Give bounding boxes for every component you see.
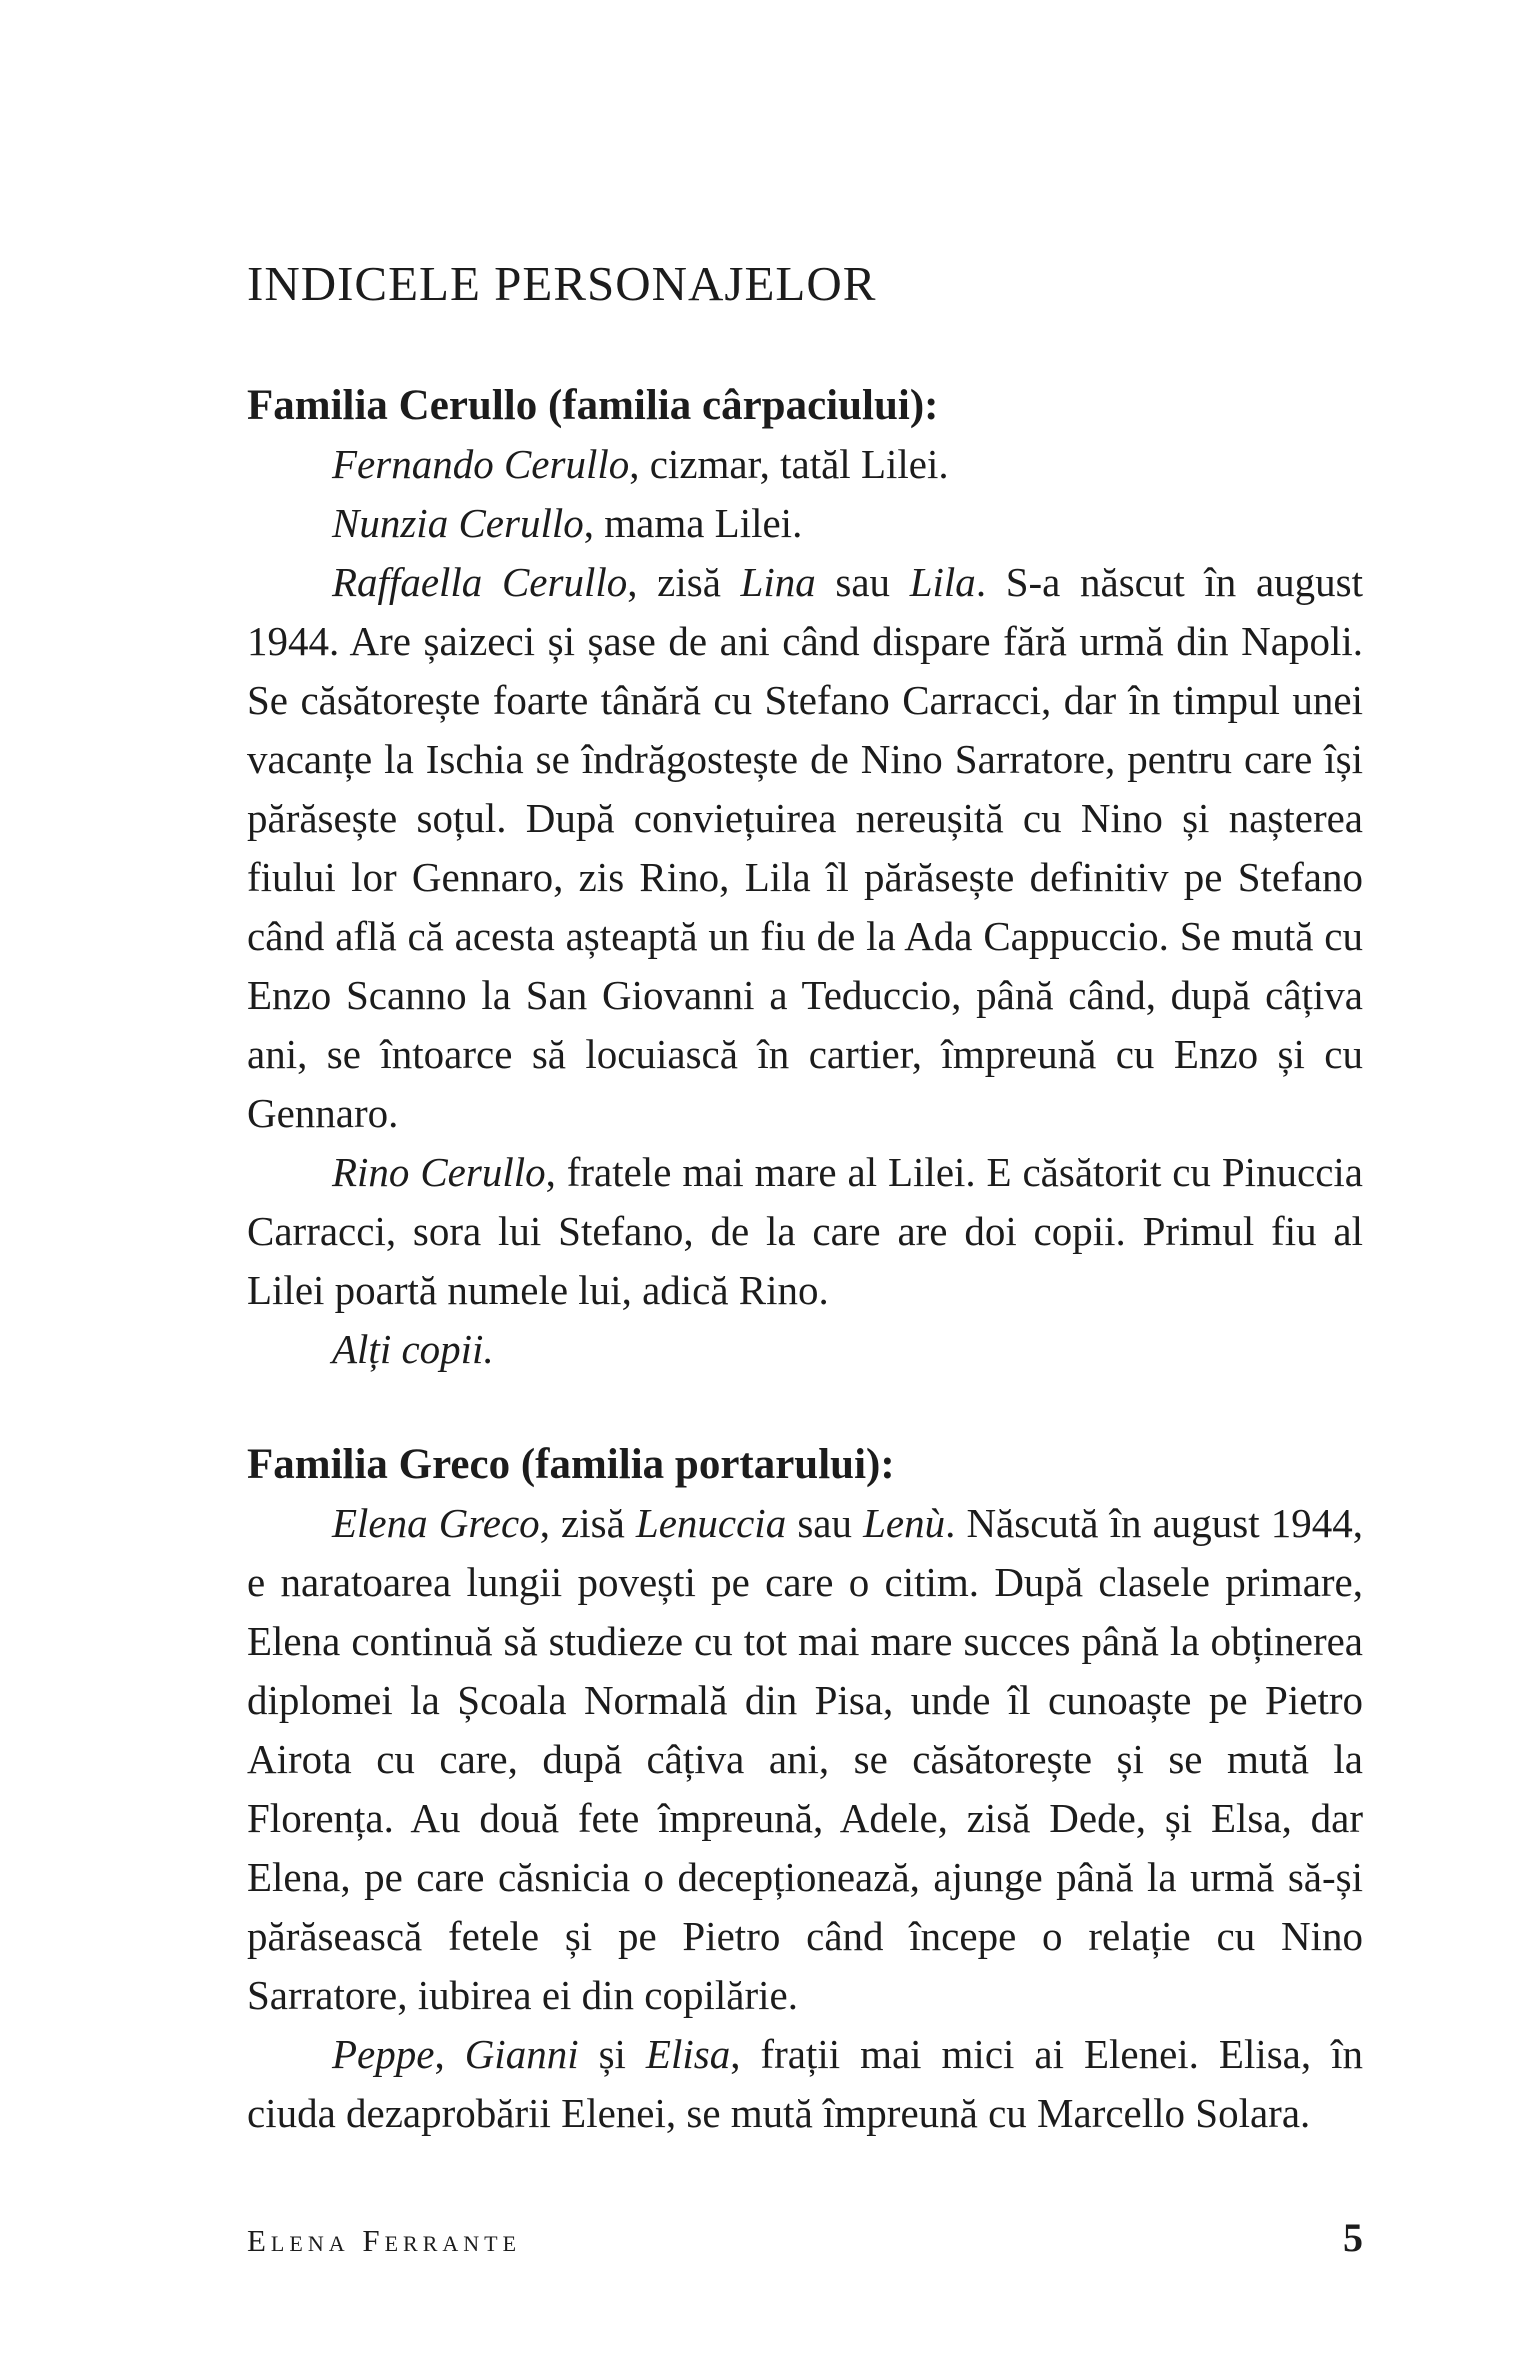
- paragraph-text: , fratele mai mare al Lilei. E căsătorit cu Pinuccia Carracci, sora lui Stefano, de la care are doi copii. Primul fiu al Lilei poartă numele lui, adică Rino.: [247, 1149, 1363, 1313]
- paragraph-text: , frații mai mici ai Elenei. Elisa, în ciuda dezaprobării Elenei, se mută împreună cu Marcello Solara.: [247, 2031, 1363, 2136]
- character-name: Lenuccia: [635, 1500, 787, 1546]
- family-section: [247, 376, 1363, 1379]
- paragraph-text: . S-a născut în august 1944. Are șaizeci și șase de ani când dispare fără urmă din Napoli. Se căsătorește foarte tânără cu Stefano Carracci, dar în timpul unei vacanțe la Ischia se îndrăgostește de Nino Sarratore, pentru care își părăsește soțul. După conviețuirea nereușită cu Nino și nașterea fiului lor Gennaro, zis Rino, Lila îl părăsește definitiv pe Stefano când află că acesta așteaptă un fiu de la Ada Cappuccio. Se mută cu Enzo Scanno la San Giovanni a Teduccio, până când, după câțiva ani, se întoarce să locuiască în cartier, împreună cu Enzo și cu Gennaro.: [247, 559, 1363, 1136]
- paragraph-text: ,: [434, 2031, 465, 2077]
- paragraph-text: sau: [786, 1500, 864, 1546]
- running-footer-author: Elena Ferrante: [247, 2223, 522, 2258]
- page-footer: [247, 2215, 1363, 2261]
- page-column: [247, 254, 1363, 2143]
- character-paragraph: [247, 1143, 1363, 1320]
- paragraph-text: și: [578, 2031, 646, 2077]
- family-heading: Familia Greco (familia portarului):: [247, 1441, 895, 1488]
- paragraph-text: . Născută în august 1944, e naratoarea lungii povești pe care o citim. După clasele primare, Elena continuă să studieze cu tot mai mare succes până la obținerea diplomei la Școala Normală din Pisa, unde îl cunoaște pe Pietro Airota cu care, după câțiva ani, se căsătorește și se mută la Florența. Au două fete împreună, Adele, zisă Dede, și Elsa, dar Elena, pe care căsnicia o decepționează, ajunge până la urmă să-și părăsească fetele și pe Pietro când începe o relație cu Nino Sarratore, iubirea ei din copilărie.: [247, 1500, 1363, 2018]
- character-paragraph: [247, 1320, 1363, 1379]
- paragraph-text: , mama Lilei.: [583, 500, 803, 546]
- family-section: [247, 1435, 1363, 2143]
- paragraph-text: , zisă: [539, 1500, 636, 1546]
- character-paragraph: [247, 435, 1363, 494]
- character-name: Lenù: [863, 1500, 946, 1546]
- character-name: Alți copii.: [332, 1326, 494, 1372]
- character-name: Rino Cerullo: [332, 1149, 546, 1195]
- character-name: Nunzia Cerullo: [332, 500, 584, 546]
- paragraph-text: , zisă: [627, 559, 741, 605]
- character-name: Gianni: [464, 2031, 579, 2077]
- character-name: Elena Greco: [332, 1500, 540, 1546]
- character-name: Elisa: [645, 2031, 731, 2077]
- character-name: Raffaella Cerullo: [332, 559, 628, 605]
- paragraph-text: , cizmar, tatăl Lilei.: [629, 441, 949, 487]
- character-paragraph: [247, 1494, 1363, 2025]
- character-paragraph: [247, 494, 1363, 553]
- character-name: Lina: [740, 559, 816, 605]
- character-index-content: [247, 376, 1363, 2143]
- paragraph-text: sau: [815, 559, 910, 605]
- page-title: INDICELE PERSONAJELOR: [247, 256, 877, 311]
- character-name: Peppe: [332, 2031, 435, 2077]
- family-heading: Familia Cerullo (familia cârpaciului):: [247, 382, 939, 429]
- character-paragraph: [247, 2025, 1363, 2143]
- page-number: 5: [1343, 2215, 1363, 2260]
- character-paragraph: [247, 553, 1363, 1143]
- character-name: Lila: [909, 559, 976, 605]
- character-name: Fernando Cerullo: [332, 441, 630, 487]
